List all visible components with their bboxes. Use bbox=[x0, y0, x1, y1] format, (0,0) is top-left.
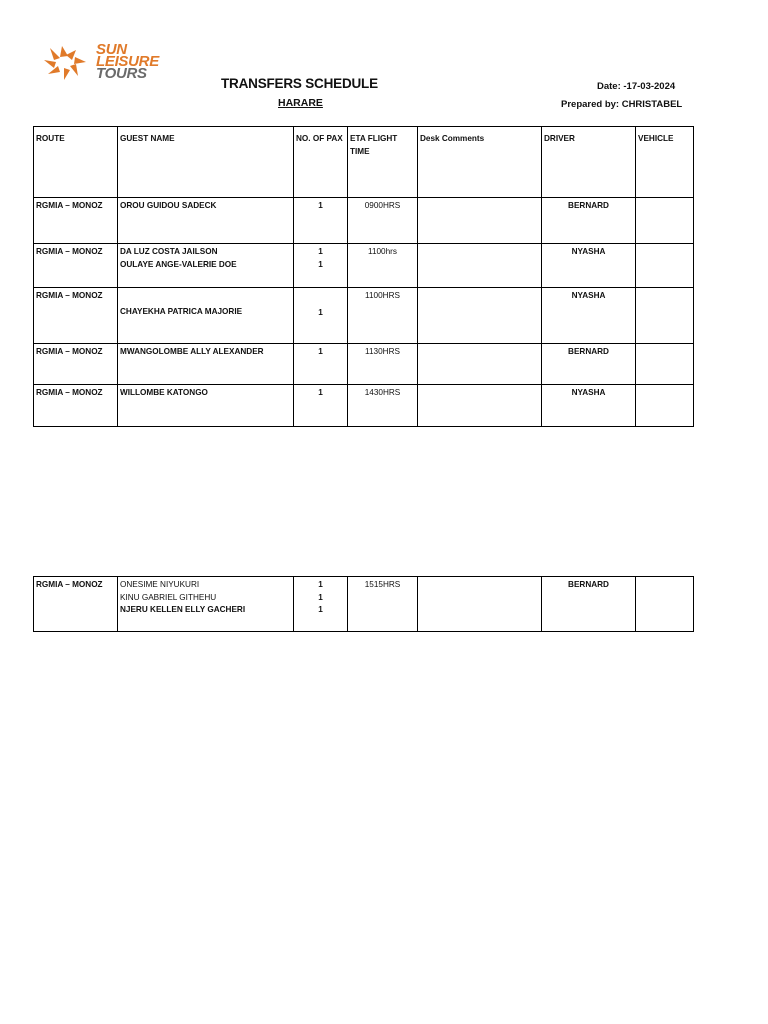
logo-text bbox=[96, 41, 159, 82]
route-cell: RGMIA – MONOZ bbox=[34, 288, 118, 344]
company-logo bbox=[42, 41, 182, 86]
driver-cell: BERNARD bbox=[542, 198, 636, 244]
guest-name: DA LUZ COSTA JAILSON bbox=[120, 247, 218, 256]
guest-cell: WILLOMBE KATONGO bbox=[118, 385, 294, 427]
header-desk-comments: Desk Comments bbox=[418, 127, 542, 198]
transfers-table bbox=[33, 126, 694, 427]
vehicle-cell bbox=[636, 288, 694, 344]
page-title: TRANSFERS SCHEDULE bbox=[221, 76, 378, 91]
pax-cell: 1 bbox=[294, 344, 348, 385]
vehicle-cell bbox=[636, 344, 694, 385]
pax-value: 1 bbox=[318, 259, 323, 269]
table-row bbox=[34, 244, 694, 288]
vehicle-cell bbox=[636, 244, 694, 288]
pax-value: 1 bbox=[318, 592, 323, 602]
route-cell: RGMIA – MONOZ bbox=[34, 385, 118, 427]
guest-name: OULAYE ANGE-VALERIE DOE bbox=[120, 259, 237, 269]
desk-comments-cell bbox=[418, 198, 542, 244]
pax-cell: 1 bbox=[294, 385, 348, 427]
desk-comments-cell bbox=[418, 244, 542, 288]
eta-cell: 1515HRS bbox=[348, 577, 418, 632]
header-pax: NO. OF PAX bbox=[294, 127, 348, 198]
pax-value: 1 bbox=[318, 605, 323, 614]
vehicle-cell bbox=[636, 385, 694, 427]
vehicle-cell bbox=[636, 577, 694, 632]
transfers-table-continued bbox=[33, 576, 694, 632]
guest-cell: CHAYEKHA PATRICA MAJORIE bbox=[118, 288, 294, 344]
header-eta bbox=[348, 127, 418, 198]
eta-cell: 1130HRS bbox=[348, 344, 418, 385]
route-cell: RGMIA – MONOZ bbox=[34, 244, 118, 288]
driver-cell: NYASHA bbox=[542, 385, 636, 427]
driver-cell: NYASHA bbox=[542, 288, 636, 344]
logo-line-3: TOURS bbox=[96, 65, 147, 82]
eta-cell: 1430HRS bbox=[348, 385, 418, 427]
guest-name: ONESIME NIYUKURI bbox=[120, 580, 200, 589]
pax-value: 1 bbox=[318, 247, 323, 256]
driver-cell: BERNARD bbox=[542, 577, 636, 632]
schedule-date: Date: -17-03-2024 bbox=[597, 81, 676, 92]
guest-cell: MWANGOLOMBE ALLY ALEXANDER bbox=[118, 344, 294, 385]
guest-cell bbox=[118, 577, 294, 632]
desk-comments-cell bbox=[418, 385, 542, 427]
eta-cell: 0900HRS bbox=[348, 198, 418, 244]
header-driver: DRIVER bbox=[542, 127, 636, 198]
table-row bbox=[34, 577, 694, 632]
desk-comments-cell bbox=[418, 344, 542, 385]
guest-name: NJERU KELLEN ELLY GACHERI bbox=[120, 605, 246, 614]
logo-line-2: LEISURE bbox=[96, 53, 159, 70]
pax-cell bbox=[294, 577, 348, 632]
pax-cell: 1 bbox=[294, 198, 348, 244]
route-cell: RGMIA – MONOZ bbox=[34, 344, 118, 385]
logo-line-1: SUN bbox=[96, 41, 127, 58]
sun-logo-icon bbox=[42, 44, 92, 84]
guest-cell bbox=[118, 244, 294, 288]
table-row bbox=[34, 198, 694, 244]
table-header-row bbox=[34, 127, 694, 198]
header-guest-name: GUEST NAME bbox=[118, 127, 294, 198]
table-row bbox=[34, 385, 694, 427]
guest-name: KINU GABRIEL GITHEHU bbox=[120, 592, 217, 602]
eta-cell: 1100HRS bbox=[348, 288, 418, 344]
header-route: ROUTE bbox=[34, 127, 118, 198]
header-eta-line-2: TIME bbox=[350, 146, 370, 156]
pax-cell bbox=[294, 244, 348, 288]
desk-comments-cell bbox=[418, 577, 542, 632]
page-subtitle: HARARE bbox=[278, 97, 323, 109]
route-cell: RGMIA – MONOZ bbox=[34, 198, 118, 244]
driver-cell: NYASHA bbox=[542, 244, 636, 288]
header-eta-line-1: ETA FLIGHT bbox=[350, 134, 398, 143]
desk-comments-cell bbox=[418, 288, 542, 344]
eta-cell: 1100hrs bbox=[348, 244, 418, 288]
header-vehicle: VEHICLE bbox=[636, 127, 694, 198]
table-row bbox=[34, 344, 694, 385]
driver-cell: BERNARD bbox=[542, 344, 636, 385]
vehicle-cell bbox=[636, 198, 694, 244]
route-cell: RGMIA – MONOZ bbox=[34, 577, 118, 632]
pax-cell: 1 bbox=[294, 288, 348, 344]
guest-cell: OROU GUIDOU SADECK bbox=[118, 198, 294, 244]
pax-value: 1 bbox=[318, 580, 323, 589]
table-row bbox=[34, 288, 694, 344]
prepared-by: Prepared by: CHRISTABEL bbox=[561, 99, 683, 110]
